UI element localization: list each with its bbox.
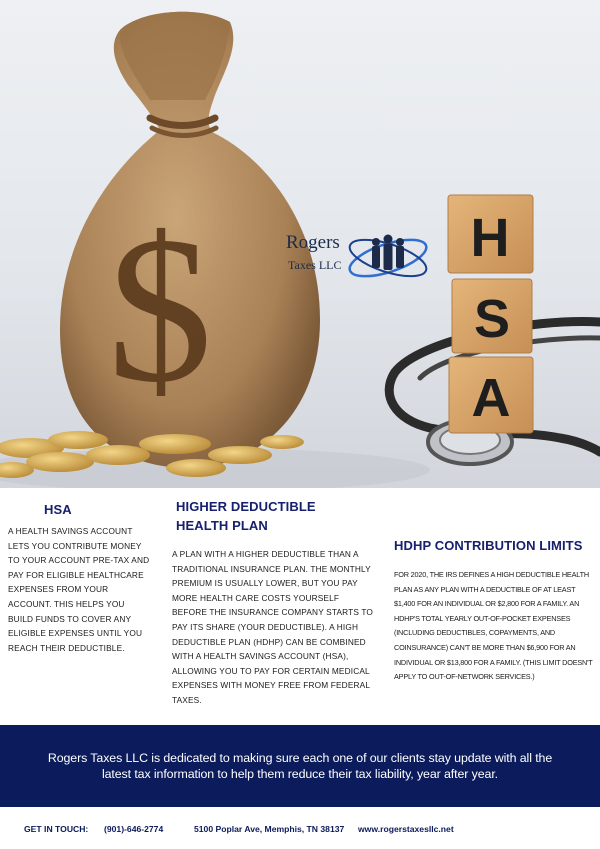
hdhp-heading: HIGHER DEDUCTIBLE HEALTH PLAN — [176, 499, 316, 533]
block-letter: H — [470, 208, 510, 268]
logo-subtitle: Taxes LLC — [288, 258, 342, 272]
dollar-sign-icon: $ — [107, 194, 213, 426]
limits-heading: HDHP CONTRIBUTION LIMITS — [394, 538, 583, 553]
hdhp-description: A PLAN WITH A HIGHER DEDUCTIBLE THAN A TRADITIONAL INSURANCE PLAN. THE MONTHLY PREMIUM IS USUALLY LOWER, BUT YOU PAY MORE HEALTH CARE COSTS YOURSELF BEFORE THE INSURANCE COMPANY STARTS TO PAY ITS SHARE (YOUR DEDUCTIBLE). A HIGH DEDUCTIBLE PLAN (HDHP) CAN BE COMBINED WITH A HEALTH SAVINGS ACCOUNT (HSA), ALLOWING YOU TO PAY FOR CERTAIN MEDICAL EXPENSES WITH MONEY FREE FROM FEDERAL TAXES. — [172, 549, 374, 705]
mission-banner — [0, 725, 600, 807]
logo-emblem-icon — [340, 228, 430, 286]
hsa-heading: HSA — [44, 502, 72, 517]
logo-name: Rogers — [286, 232, 340, 253]
block-letter: S — [473, 289, 511, 349]
limits-description: FOR 2020, THE IRS DEFINES A HIGH DEDUCTIBLE HEALTH PLAN AS ANY PLAN WITH A DEDUCTIBLE OF AT LEAST $1,400 FOR AN INDIVIDUAL OR $2,800 FOR A FAMILY. AN HDHP'S TOTAL YEARLY OUT-OF-POCKET EXPENSES (INCLUDING DEDUCTIBLES, COPAYMENTS, AND COINSURANCE) CAN'T BE MORE THAN $6,900 FOR AN INDIVIDUAL OR $13,800 FOR A FAMILY. (THIS LIMIT DOESN'T APPLY TO OUT-OF-NETWORK SERVICES.) — [394, 570, 593, 682]
phone-number[interactable]: (901)-646-2774 — [104, 824, 164, 834]
limits-column — [394, 536, 594, 685]
contact-footer — [0, 824, 600, 838]
hsa-column — [8, 500, 150, 655]
hsa-description: A HEALTH SAVINGS ACCOUNT LETS YOU CONTRIBUTE MONEY TO YOUR ACCOUNT PRE-TAX AND PAY FOR ELIGIBLE HEALTHCARE EXPENSES FROM YOUR ACCOUNT. THIS HELPS YOU BUILD FUNDS TO COVER ANY ELIGIBLE EXPENSES UNTIL YOU REACH THEIR DEDUCTIBLE. — [8, 526, 150, 653]
hsa-blocks — [448, 195, 533, 433]
banner-text: Rogers Taxes LLC is dedicated to making sure each one of our clients stay update with all the latest tax information to help them reduce their tax liability, year after year. — [47, 751, 553, 781]
hdhp-column — [172, 497, 374, 708]
website-link[interactable]: www.rogerstaxesllc.net — [358, 824, 454, 834]
contact-label: GET IN TOUCH: — [24, 824, 89, 834]
money-bag-icon — [60, 12, 320, 468]
company-logo — [282, 228, 432, 288]
street-address: 5100 Poplar Ave, Memphis, TN 38137 — [194, 824, 345, 834]
block-letter: A — [471, 368, 511, 428]
